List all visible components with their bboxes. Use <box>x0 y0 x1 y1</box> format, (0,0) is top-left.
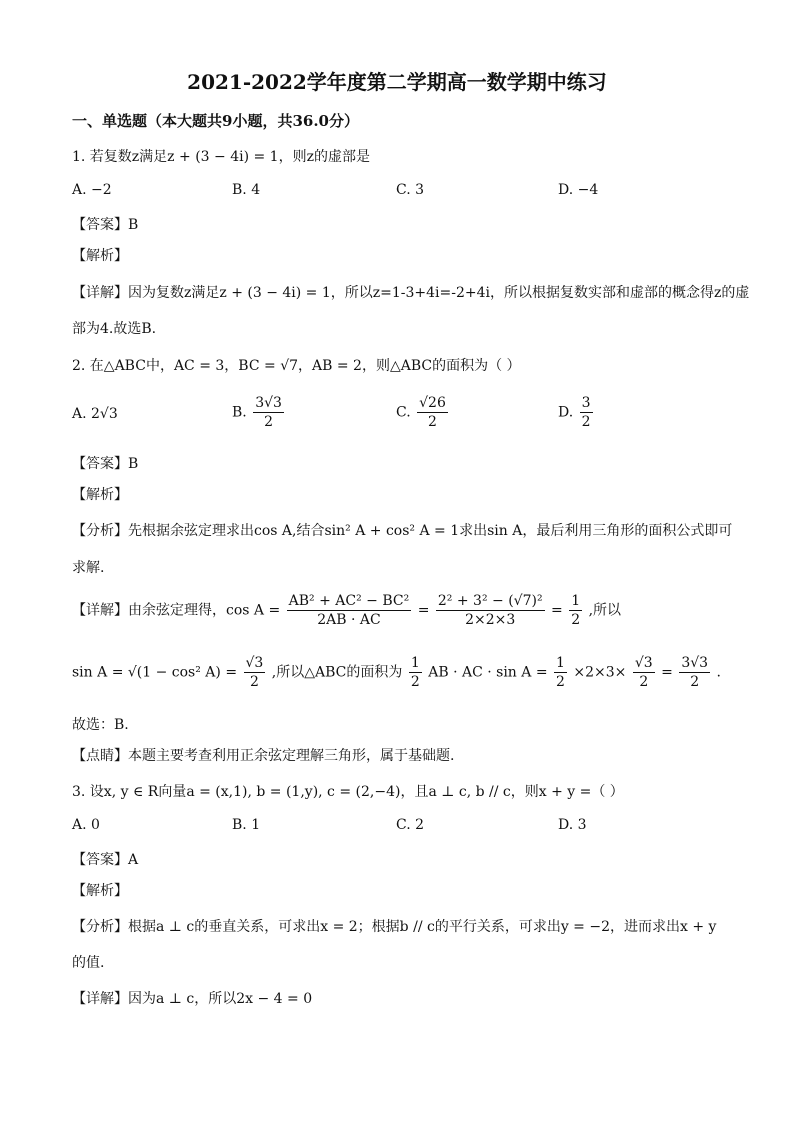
sine-fraction <box>244 654 266 691</box>
q2-conclusion: 故选：B. <box>72 717 129 733</box>
q1-answer: 【答案】B <box>72 217 139 233</box>
q3-option-a: A. 0 <box>72 817 100 833</box>
q2-option-d <box>558 394 595 431</box>
q2-option-d-fraction <box>580 394 593 431</box>
q2-detail-cosine <box>72 592 621 629</box>
q1-stem: 1. 若复数z满足z + (3 − 4i) = 1，则z的虚部是 <box>72 149 370 165</box>
q1-option-a: A. −2 <box>72 182 112 198</box>
period: . <box>716 664 721 681</box>
result-fraction <box>569 592 582 629</box>
q1-detail-line2: 部为4.故选B. <box>72 321 157 337</box>
equals-sign: = <box>417 602 430 619</box>
numeric-fraction <box>436 592 545 629</box>
fraction-numerator: AB² + AC² − BC² <box>288 593 410 609</box>
page-title: 2021-2022学年度第二学期高一数学期中练习 <box>187 70 607 94</box>
fraction-denominator: 2 <box>571 612 581 628</box>
detail-suffix: ,所以 <box>588 602 622 619</box>
q2-option-b <box>232 394 286 431</box>
cosine-fraction <box>287 592 412 629</box>
fraction-denominator: 2 <box>690 674 700 690</box>
half-fraction <box>409 654 422 691</box>
fraction-denominator: 2AB · AC <box>317 612 381 628</box>
sine-value-fraction <box>633 654 655 691</box>
fraction-numerator: 3 <box>581 395 591 411</box>
fraction-numerator: 2² + 3² − (√7)² <box>437 593 543 609</box>
q1-option-c: C. 3 <box>396 182 425 198</box>
fraction-denominator: 2 <box>556 674 565 690</box>
fraction-denominator: 2 <box>639 674 649 690</box>
half-fraction <box>554 654 567 691</box>
q3-option-c: C. 2 <box>396 817 425 833</box>
q2-option-a: A. 2√3 <box>72 406 118 422</box>
fraction-denominator: 2 <box>410 674 420 690</box>
fraction-numerator: 1 <box>571 593 581 609</box>
q3-fenxi-line1: 【分析】根据a ⊥ c的垂直关系，可求出x = 2；根据b // c的平行关系，可求出y = −2，进而求出x + y <box>72 919 717 935</box>
fraction-numerator: 1 <box>556 655 565 671</box>
q3-option-b: B. 1 <box>232 817 261 833</box>
q3-option-d: D. 3 <box>558 817 587 833</box>
area-result-fraction <box>679 654 710 691</box>
q2-fenxi-line2: 求解. <box>72 560 105 576</box>
q2-stem: 2. 在△ABC中，AC = 3，BC = √7，AB = 2，则△ABC的面积为（ ） <box>72 358 521 374</box>
detail-prefix: 【详解】由余弦定理得，cos A = <box>72 602 281 619</box>
q2-answer: 【答案】B <box>72 456 139 472</box>
fraction-numerator: √26 <box>419 395 446 411</box>
q3-fenxi-line2: 的值. <box>72 955 105 971</box>
q2-option-d-label: D. <box>558 404 574 421</box>
area-text: ,所以△ABC的面积为 <box>271 664 403 681</box>
fraction-denominator: 2 <box>249 674 259 690</box>
fraction-numerator: 3√3 <box>255 395 282 411</box>
q2-option-c-label: C. <box>396 404 411 421</box>
fraction-numerator: 3√3 <box>681 655 709 671</box>
fraction-numerator: 1 <box>410 655 420 671</box>
q1-detail-line1: 【详解】因为复数z满足z + (3 − 4i) = 1，所以z=1-3+4i=-2+4i，所以根据复数实部和虚部的概念得z的虚 <box>72 285 750 301</box>
fraction-denominator: 2 <box>264 414 274 430</box>
sine-prefix: sin A = √(1 − cos² A) = <box>72 664 238 681</box>
fraction-denominator: 2×2×3 <box>465 612 516 628</box>
q2-dianjing: 【点睛】本题主要考查利用正余弦定理解三角形，属于基础题. <box>72 748 455 764</box>
q3-answer: 【答案】A <box>72 852 139 868</box>
q1-analysis-label: 【解析】 <box>72 248 128 264</box>
q2-option-c <box>396 394 450 431</box>
q3-analysis-label: 【解析】 <box>72 883 128 899</box>
equals-sign: = <box>661 664 673 681</box>
q2-option-b-label: B. <box>232 404 247 421</box>
section-heading: 一、单选题（本大题共9小题，共36.0分） <box>72 112 359 130</box>
equals-sign: = <box>551 602 563 619</box>
q2-detail-sine <box>72 654 721 691</box>
fraction-numerator: √3 <box>245 655 264 671</box>
q3-detail: 【详解】因为a ⊥ c，所以2x − 4 = 0 <box>72 991 313 1007</box>
fraction-denominator: 2 <box>428 414 437 430</box>
q2-analysis-label: 【解析】 <box>72 487 128 503</box>
area-formula: AB · AC · sin A = <box>428 664 548 681</box>
q3-stem: 3. 设x, y ∈ R向量a = (x,1), b = (1,y), c = (2,−4)，且a ⊥ c, b // c，则x + y =（ ） <box>72 784 624 800</box>
product-text: ×2×3× <box>573 664 627 681</box>
q1-option-d: D. −4 <box>558 182 599 198</box>
fraction-numerator: √3 <box>634 655 653 671</box>
q2-fenxi-line1: 【分析】先根据余弦定理求出cos A,结合sin² A + cos² A = 1求出sin A，最后利用三角形的面积公式即可 <box>72 523 733 539</box>
fraction-denominator: 2 <box>581 414 591 430</box>
q1-option-b: B. 4 <box>232 182 261 198</box>
q2-option-b-fraction <box>253 394 284 431</box>
q2-option-c-fraction <box>417 394 448 431</box>
